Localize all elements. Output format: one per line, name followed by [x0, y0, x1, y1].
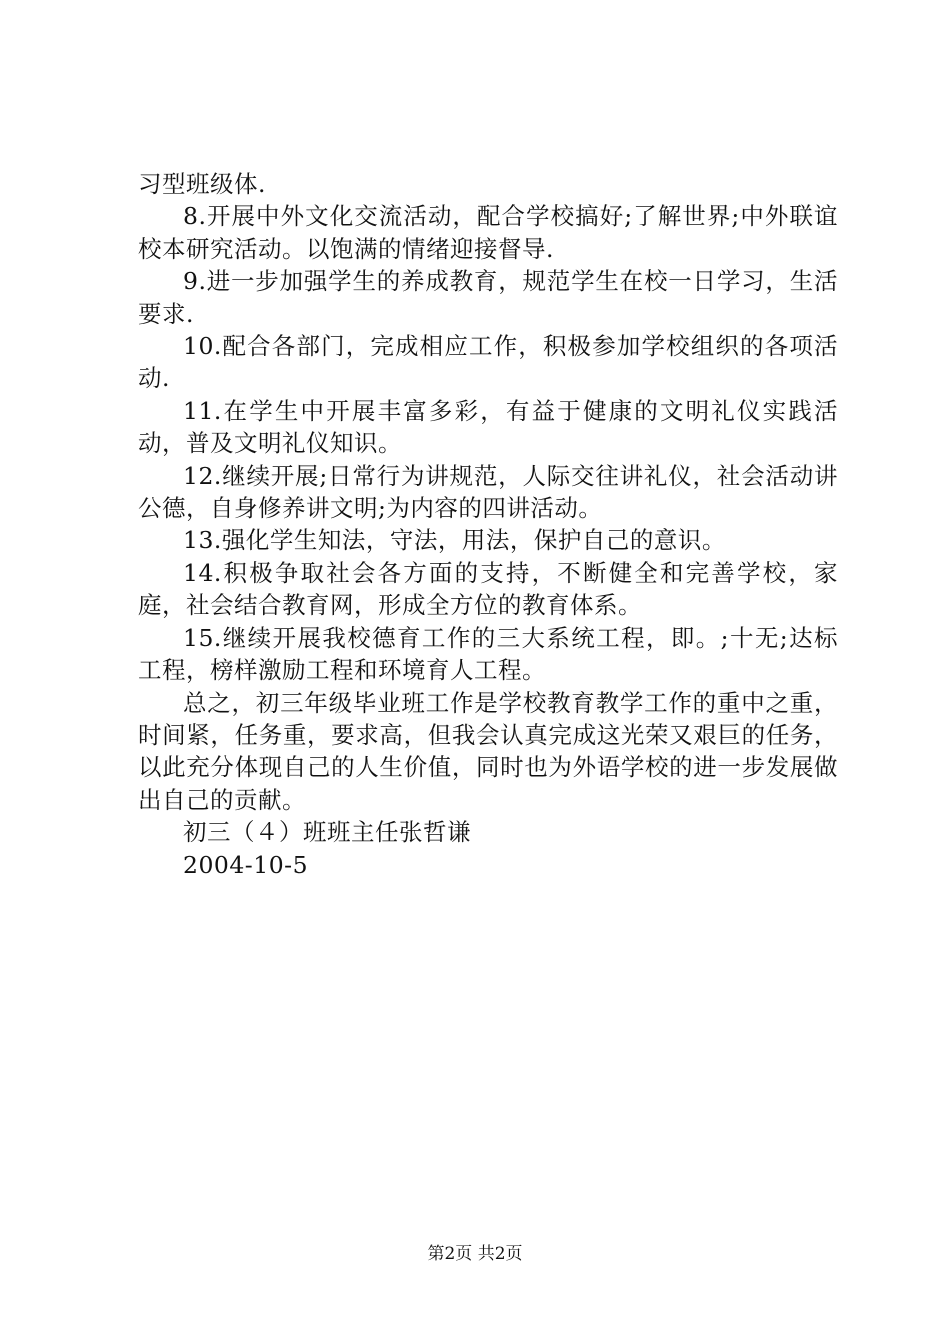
signature-date: 2004-10-5: [183, 850, 309, 879]
page-footer: [0, 1242, 950, 1266]
paragraph-item-11: 11.在学生中开展丰富多彩，有益于健康的文明礼仪实践活动，普及文明礼仪知识。: [138, 396, 838, 458]
paragraph-item-10: 10.配合各部门，完成相应工作，积极参加学校组织的各项活动.: [138, 332, 838, 393]
paragraph-item-14: 14.积极争取社会各方面的支持，不断健全和完善学校，家庭，社会结合教育网，形成全方位的教育体系。: [138, 558, 838, 620]
paragraph-item-12: 12.继续开展;日常行为讲规范，人际交往讲礼仪，社会活动讲公德，自身修养讲文明;为内容的四讲活动。: [138, 461, 838, 523]
paragraph-item-13: 13.强化学生知法，守法，用法，保护自己的意识。: [183, 526, 726, 555]
signature-author: 初三（４）班班主任张哲谦: [183, 818, 471, 847]
paragraph-conclusion: 总之，初三年级毕业班工作是学校教育教学工作的重中之重，时间紧，任务重，要求高，但我会认真完成这光荣又艰巨的任务，以此充分体现自己的人生价值，同时也为外语学校的进一步发展做出自己的贡献。: [138, 688, 838, 814]
paragraph-item-8: 8.开展中外文化交流活动，配合学校搞好;了解世界;中外联谊校本研究活动。以饱满的情绪迎接督导.: [138, 202, 838, 263]
signature-block: [138, 816, 838, 881]
document-body: [138, 168, 838, 881]
paragraph-item-9: 9.进一步加强学生的养成教育，规范学生在校一日学习，生活要求.: [138, 267, 838, 328]
paragraph-continuation: 习型班级体.: [138, 170, 266, 198]
page-number-label: 第2页 共2页: [427, 1244, 523, 1264]
paragraph-item-15: 15.继续开展我校德育工作的三大系统工程，即。;十无;达标工程，榜样激励工程和环境育人工程。: [138, 623, 838, 685]
